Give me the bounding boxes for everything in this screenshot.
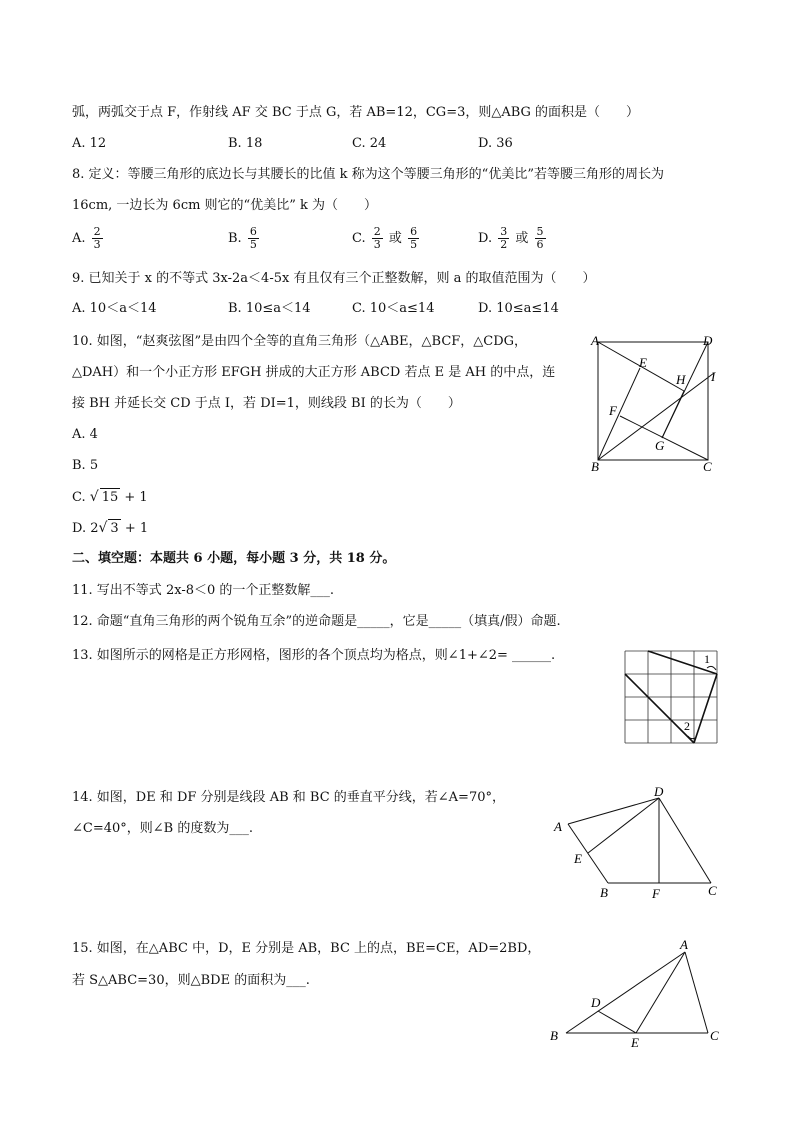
label-f: F — [609, 403, 617, 418]
section-2-header: 二、填空题：本题共 6 小题，每小题 3 分，共 18 分。 — [72, 551, 396, 566]
label-i: I — [711, 369, 716, 384]
label-c: C — [710, 1028, 719, 1043]
q9-text: 9. 已知关于 x 的不等式 3x-2a＜4-5x 有且仅有三个正整数解，则 a 的取值范围为（ ） — [72, 271, 596, 286]
q10-figure — [586, 334, 726, 474]
segment-ae — [636, 952, 685, 1033]
q15-text-line2: 若 S△ABC=30，则△BDE 的面积为___. — [72, 973, 310, 988]
angle-1-arc — [707, 666, 716, 670]
segment-de — [588, 798, 659, 853]
q9-option-c: C. 10＜a≤14 — [352, 301, 435, 316]
label-a: A — [554, 819, 562, 834]
label-e: E — [631, 1035, 639, 1050]
q7-option-c: C. 24 — [352, 136, 387, 151]
label-b: B — [591, 459, 599, 474]
segment-ad — [568, 798, 659, 824]
q10-option-d: D. 2√ 3 + 1 — [72, 520, 149, 536]
q8-option-b: B. $\frac{6}{5}$ — [228, 225, 257, 251]
q15-figure — [546, 936, 726, 1051]
segment-de — [598, 1011, 636, 1033]
q8-option-a: A. $\frac{2}{3}$ — [72, 225, 101, 251]
q10-text-line2: △DAH）和一个小正方形 EFGH 拼成的大正方形 ABCD 若点 E 是 AH 的中点，连 — [72, 365, 556, 380]
angle-1-label: 1 — [704, 652, 710, 666]
fraction: $\frac{2}{3}$ — [373, 225, 381, 251]
q8-option-c: C. $\frac{2}{3}$ 或 $\frac{6}{5}$ — [352, 225, 418, 251]
q7-option-b: B. 18 — [228, 136, 263, 151]
q8-option-d: D. $\frac{3}{2}$ 或 $\frac{5}{6}$ — [478, 225, 544, 251]
square-abcd — [598, 342, 708, 460]
q11-text: 11. 写出不等式 2x-8＜0 的一个正整数解___. — [72, 583, 335, 598]
label-f: F — [652, 886, 660, 901]
label-e: E — [639, 355, 647, 370]
label-g: G — [655, 438, 665, 453]
shape-edge — [694, 674, 717, 743]
q8-text-line1: 8. 定义：等腰三角形的底边长与其腰长的比值 k 称为这个等腰三角形的“优美比”若等腰三角形的周长为 — [72, 167, 664, 182]
label-a: A — [591, 334, 599, 348]
label-d: D — [591, 995, 601, 1010]
segment-dc — [659, 798, 711, 883]
q14-figure — [550, 786, 725, 901]
q9-option-b: B. 10≤a＜14 — [228, 301, 311, 316]
fraction: $\frac{6}{5}$ — [410, 225, 418, 251]
segment-be — [598, 368, 640, 460]
label-h: H — [676, 372, 686, 387]
q10-option-a: A. 4 — [72, 427, 98, 442]
fraction: $\frac{6}{5}$ — [249, 225, 257, 251]
segment-hg — [662, 391, 684, 438]
fraction: $\frac{3}{2}$ — [500, 225, 508, 251]
q9-option-d: D. 10≤a≤14 — [478, 301, 559, 316]
radical-sign: √ — [98, 520, 108, 536]
label-e: E — [574, 851, 582, 866]
q13-grid-figure — [624, 650, 724, 745]
fraction: $\frac{5}{6}$ — [536, 225, 544, 251]
segment-ba — [566, 952, 685, 1033]
label-c: C — [708, 883, 717, 898]
angle-2-label: 2 — [684, 719, 690, 733]
q10-option-b: B. 5 — [72, 458, 99, 473]
label-c: C — [703, 459, 712, 474]
q10-option-c: C. √ 15 + 1 — [72, 489, 148, 505]
segment-ac — [685, 952, 708, 1033]
q7-option-d: D. 36 — [478, 136, 513, 151]
q13-text: 13. 如图所示的网格是正方形网格，图形的各个顶点均为格点，则∠1+∠2= ______. — [72, 648, 556, 663]
q8-text-line2: 16cm, 一边长为 6cm 则它的“优美比” k 为（ ） — [72, 198, 377, 213]
q12-text: 12. 命题“直角三角形的两个锐角互余”的逆命题是_____，它是_____（填真/假）命题. — [72, 614, 561, 629]
q10-text-line3: 接 BH 并延长交 CD 于点 I，若 DI=1，则线段 BI 的长为（ ） — [72, 396, 461, 411]
q15-text-line1: 15. 如图，在△ABC 中，D，E 分别是 AB，BC 上的点，BE=CE，AD=2BD， — [72, 941, 541, 956]
q7-option-a: A. 12 — [72, 136, 107, 151]
q9-option-a: A. 10＜a＜14 — [72, 301, 157, 316]
q14-text-line2: ∠C=40°，则∠B 的度数为___. — [72, 821, 253, 836]
label-d: D — [703, 334, 713, 348]
label-b: B — [600, 885, 608, 900]
label-d: D — [654, 786, 664, 799]
q14-text-line1: 14. 如图，DE 和 DF 分别是线段 AB 和 BC 的垂直平分线，若∠A=70°， — [72, 790, 505, 805]
label-a: A — [680, 937, 688, 952]
fraction: $\frac{2}{3}$ — [93, 225, 101, 251]
q10-text-line1: 10. 如图，“赵爽弦图”是由四个全等的直角三角形（△ABE，△BCF，△CDG， — [72, 334, 528, 349]
label-b: B — [550, 1028, 558, 1043]
radical-sign: √ — [89, 489, 99, 505]
q7-continuation: 弧，两弧交于点 F，作射线 AF 交 BC 于点 G，若 AB=12，CG=3，则△ABG 的面积是（ ） — [72, 105, 640, 120]
